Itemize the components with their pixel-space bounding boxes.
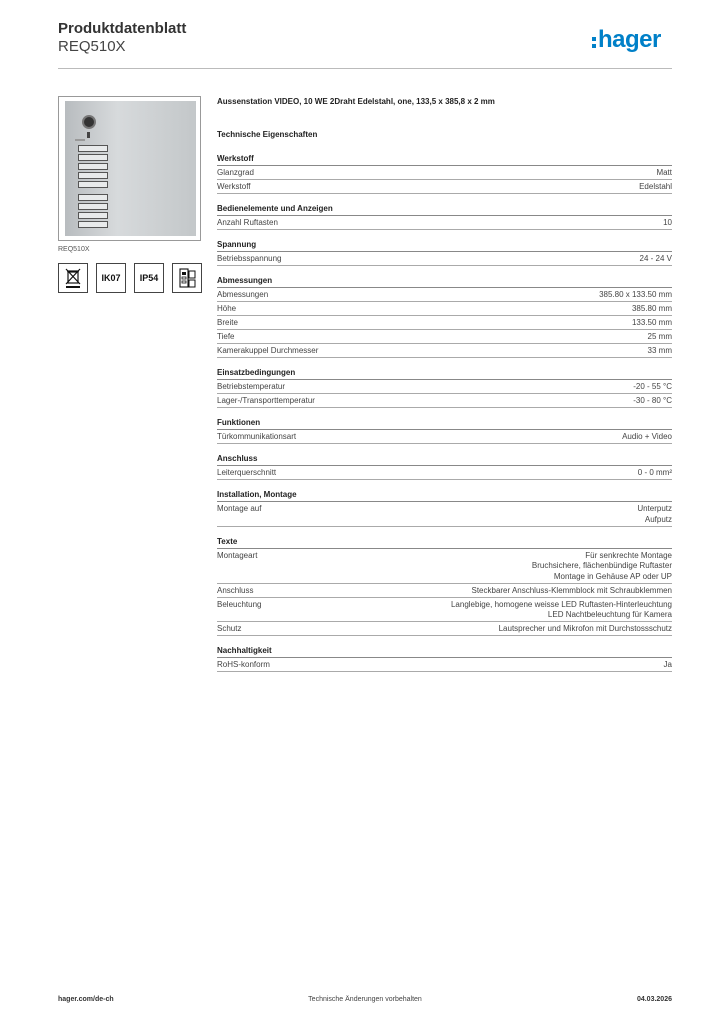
spec-section: [217, 240, 672, 266]
spec-value: [639, 182, 672, 193]
spec-value-line: 10: [663, 218, 672, 227]
spec-value: [633, 382, 672, 393]
spec-row: [217, 288, 672, 302]
spec-label: Betriebsspannung: [217, 254, 282, 263]
spec-value: [664, 660, 672, 671]
section-heading: Funktionen: [217, 418, 672, 430]
spec-value: [640, 254, 672, 265]
call-button-graphic: [78, 203, 108, 210]
spec-value: [632, 304, 672, 315]
page-footer: [58, 996, 672, 1008]
spec-value-line: 33 mm: [647, 346, 672, 355]
spec-row: [217, 252, 672, 266]
spec-label: Breite: [217, 318, 238, 327]
spec-value-line: 25 mm: [647, 332, 672, 341]
spec-label: Türkommunikationsart: [217, 432, 297, 441]
spec-value-line: LED Nachtbeleuchtung für Kamera: [547, 610, 672, 619]
spec-value: [663, 218, 672, 229]
spec-row: [217, 166, 672, 180]
hager-logo: [592, 25, 672, 55]
door-station-illustration: [65, 101, 196, 236]
spec-label: Kamerakuppel Durchmesser: [217, 346, 319, 355]
spec-value: [648, 346, 672, 357]
product-description: Aussenstation VIDEO, 10 WE 2Draht Edelstahl, one, 133,5 x 385,8 x 2 mm: [217, 97, 495, 106]
call-button-graphic: [78, 145, 108, 152]
page-header: [58, 20, 672, 70]
product-image-caption: REQ510X: [58, 246, 90, 253]
spec-row: [217, 466, 672, 480]
spec-label: Montageart: [217, 550, 258, 560]
spec-section: [217, 537, 672, 637]
spec-value: [648, 332, 672, 343]
spec-value-line: Unterputz: [637, 504, 672, 513]
spec-label: Lager-/Transporttemperatur: [217, 396, 315, 405]
spec-label: Leiterquerschnitt: [217, 468, 277, 477]
call-button-graphic: [78, 172, 108, 179]
ik07-rating: IK07: [96, 263, 126, 293]
spec-row: [217, 598, 672, 623]
section-heading: Bedienelemente und Anzeigen: [217, 204, 672, 216]
camera-icon: [82, 115, 96, 129]
spec-value-line: Lautsprecher und Mikrofon mit Durchstossschutz: [498, 624, 672, 633]
spec-label: RoHS-konform: [217, 660, 270, 669]
spec-value-line: 385.80 x 133.50 mm: [599, 290, 672, 299]
spec-value: [638, 468, 672, 479]
spec-row: [217, 584, 672, 598]
spec-row: [217, 344, 672, 358]
spec-value: [499, 624, 672, 635]
spec-label: Abmessungen: [217, 290, 269, 299]
spec-label: Höhe: [217, 304, 237, 313]
spec-value-line: Edelstahl: [639, 182, 672, 191]
spec-value: [471, 586, 672, 597]
section-heading: Einsatzbedingungen: [217, 368, 672, 380]
spec-value: [656, 168, 672, 179]
section-heading: Texte: [217, 537, 672, 549]
spec-value-line: 0 - 0 mm²: [637, 468, 672, 477]
spec-section: [217, 490, 672, 527]
spec-value-line: Langlebige, homogene weisse LED Ruftasten-Hinterleuchtung: [450, 599, 672, 609]
spec-value: [637, 504, 672, 525]
spec-value-line: -20 - 55 °C: [633, 382, 672, 391]
header-divider: [58, 68, 672, 69]
section-heading: Werkstoff: [217, 154, 672, 166]
spec-row: [217, 658, 672, 672]
spec-value-line: Matt: [656, 168, 672, 177]
spec-label: Betriebstemperatur: [217, 382, 286, 391]
spec-row: [217, 302, 672, 316]
page-title: Produktdatenblatt: [58, 20, 187, 37]
product-image: [58, 96, 201, 241]
footer-website: hager.com/de-ch: [58, 996, 114, 1003]
spec-section: [217, 276, 672, 358]
spec-value: [632, 318, 672, 329]
logo-dots-icon: [592, 37, 596, 48]
spec-value-line: Montage in Gehäuse AP oder UP: [553, 571, 672, 581]
call-button-graphic: [78, 163, 108, 170]
spec-label: Anschluss: [217, 585, 254, 595]
section-heading: Installation, Montage: [217, 490, 672, 502]
spec-sections: [217, 154, 672, 672]
spec-row: [217, 622, 672, 636]
section-heading: Nachhaltigkeit: [217, 646, 672, 658]
spec-value-line: Aufputz: [644, 514, 672, 524]
spec-section: [217, 368, 672, 408]
product-code: REQ510X: [58, 38, 126, 55]
call-button-graphic: [78, 212, 108, 219]
footer-date: 04.03.2026: [636, 996, 672, 1003]
spec-value: [451, 600, 672, 621]
spec-value-line: Für senkrechte Montage: [585, 550, 672, 560]
spec-label: Glanzgrad: [217, 168, 254, 177]
spec-label: Schutz: [217, 624, 242, 633]
spec-section: [217, 454, 672, 480]
spec-value: [633, 396, 672, 407]
spec-value: [532, 551, 672, 583]
section-heading: Anschluss: [217, 454, 672, 466]
spec-row: [217, 330, 672, 344]
spec-label: Tiefe: [217, 332, 235, 341]
spec-value-line: -30 - 80 °C: [633, 396, 672, 405]
spec-label: Werkstoff: [217, 182, 251, 191]
section-heading: Abmessungen: [217, 276, 672, 288]
spec-section: [217, 646, 672, 672]
call-button-graphic: [78, 154, 108, 161]
spec-row: [217, 380, 672, 394]
spec-value-line: Ja: [663, 660, 672, 669]
call-button-graphic: [78, 221, 108, 228]
ip54-rating: IP54: [134, 263, 164, 293]
spec-label: Anzahl Ruftasten: [217, 218, 278, 227]
spec-value: [622, 432, 672, 443]
spec-value-line: 24 - 24 V: [639, 254, 672, 263]
spec-row: [217, 180, 672, 194]
spec-value-line: Bruchsichere, flächenbündige Ruftaster: [531, 561, 672, 570]
spec-value-line: Audio + Video: [622, 432, 672, 441]
spec-value-line: 385.80 mm: [631, 304, 672, 313]
call-button-graphic: [78, 181, 108, 188]
spec-label: Beleuchtung: [217, 599, 262, 609]
tech-properties-heading: Technische Eigenschaften: [217, 130, 318, 139]
spec-row: [217, 430, 672, 444]
spec-row: [217, 216, 672, 230]
spec-row: [217, 394, 672, 408]
spec-row: [217, 549, 672, 584]
logo-text: hager: [598, 26, 661, 53]
mounting-diagram-icon: [172, 263, 202, 293]
spec-section: [217, 418, 672, 444]
spec-value-line: 133.50 mm: [631, 318, 672, 327]
call-button-graphic: [78, 194, 108, 201]
spec-label: Montage auf: [217, 504, 262, 513]
spec-value-line: Steckbarer Anschluss-Klemmblock mit Schraubklemmen: [471, 585, 672, 595]
section-heading: Spannung: [217, 240, 672, 252]
weee-bin-icon: [58, 263, 88, 293]
spec-row: [217, 502, 672, 527]
spec-value: [599, 290, 672, 301]
spec-row: [217, 316, 672, 330]
footer-disclaimer: Technische Änderungen vorbehalten: [308, 996, 422, 1003]
spec-section: [217, 154, 672, 194]
spec-section: [217, 204, 672, 230]
certification-icons: [58, 263, 202, 293]
datasheet-content: [217, 96, 672, 682]
